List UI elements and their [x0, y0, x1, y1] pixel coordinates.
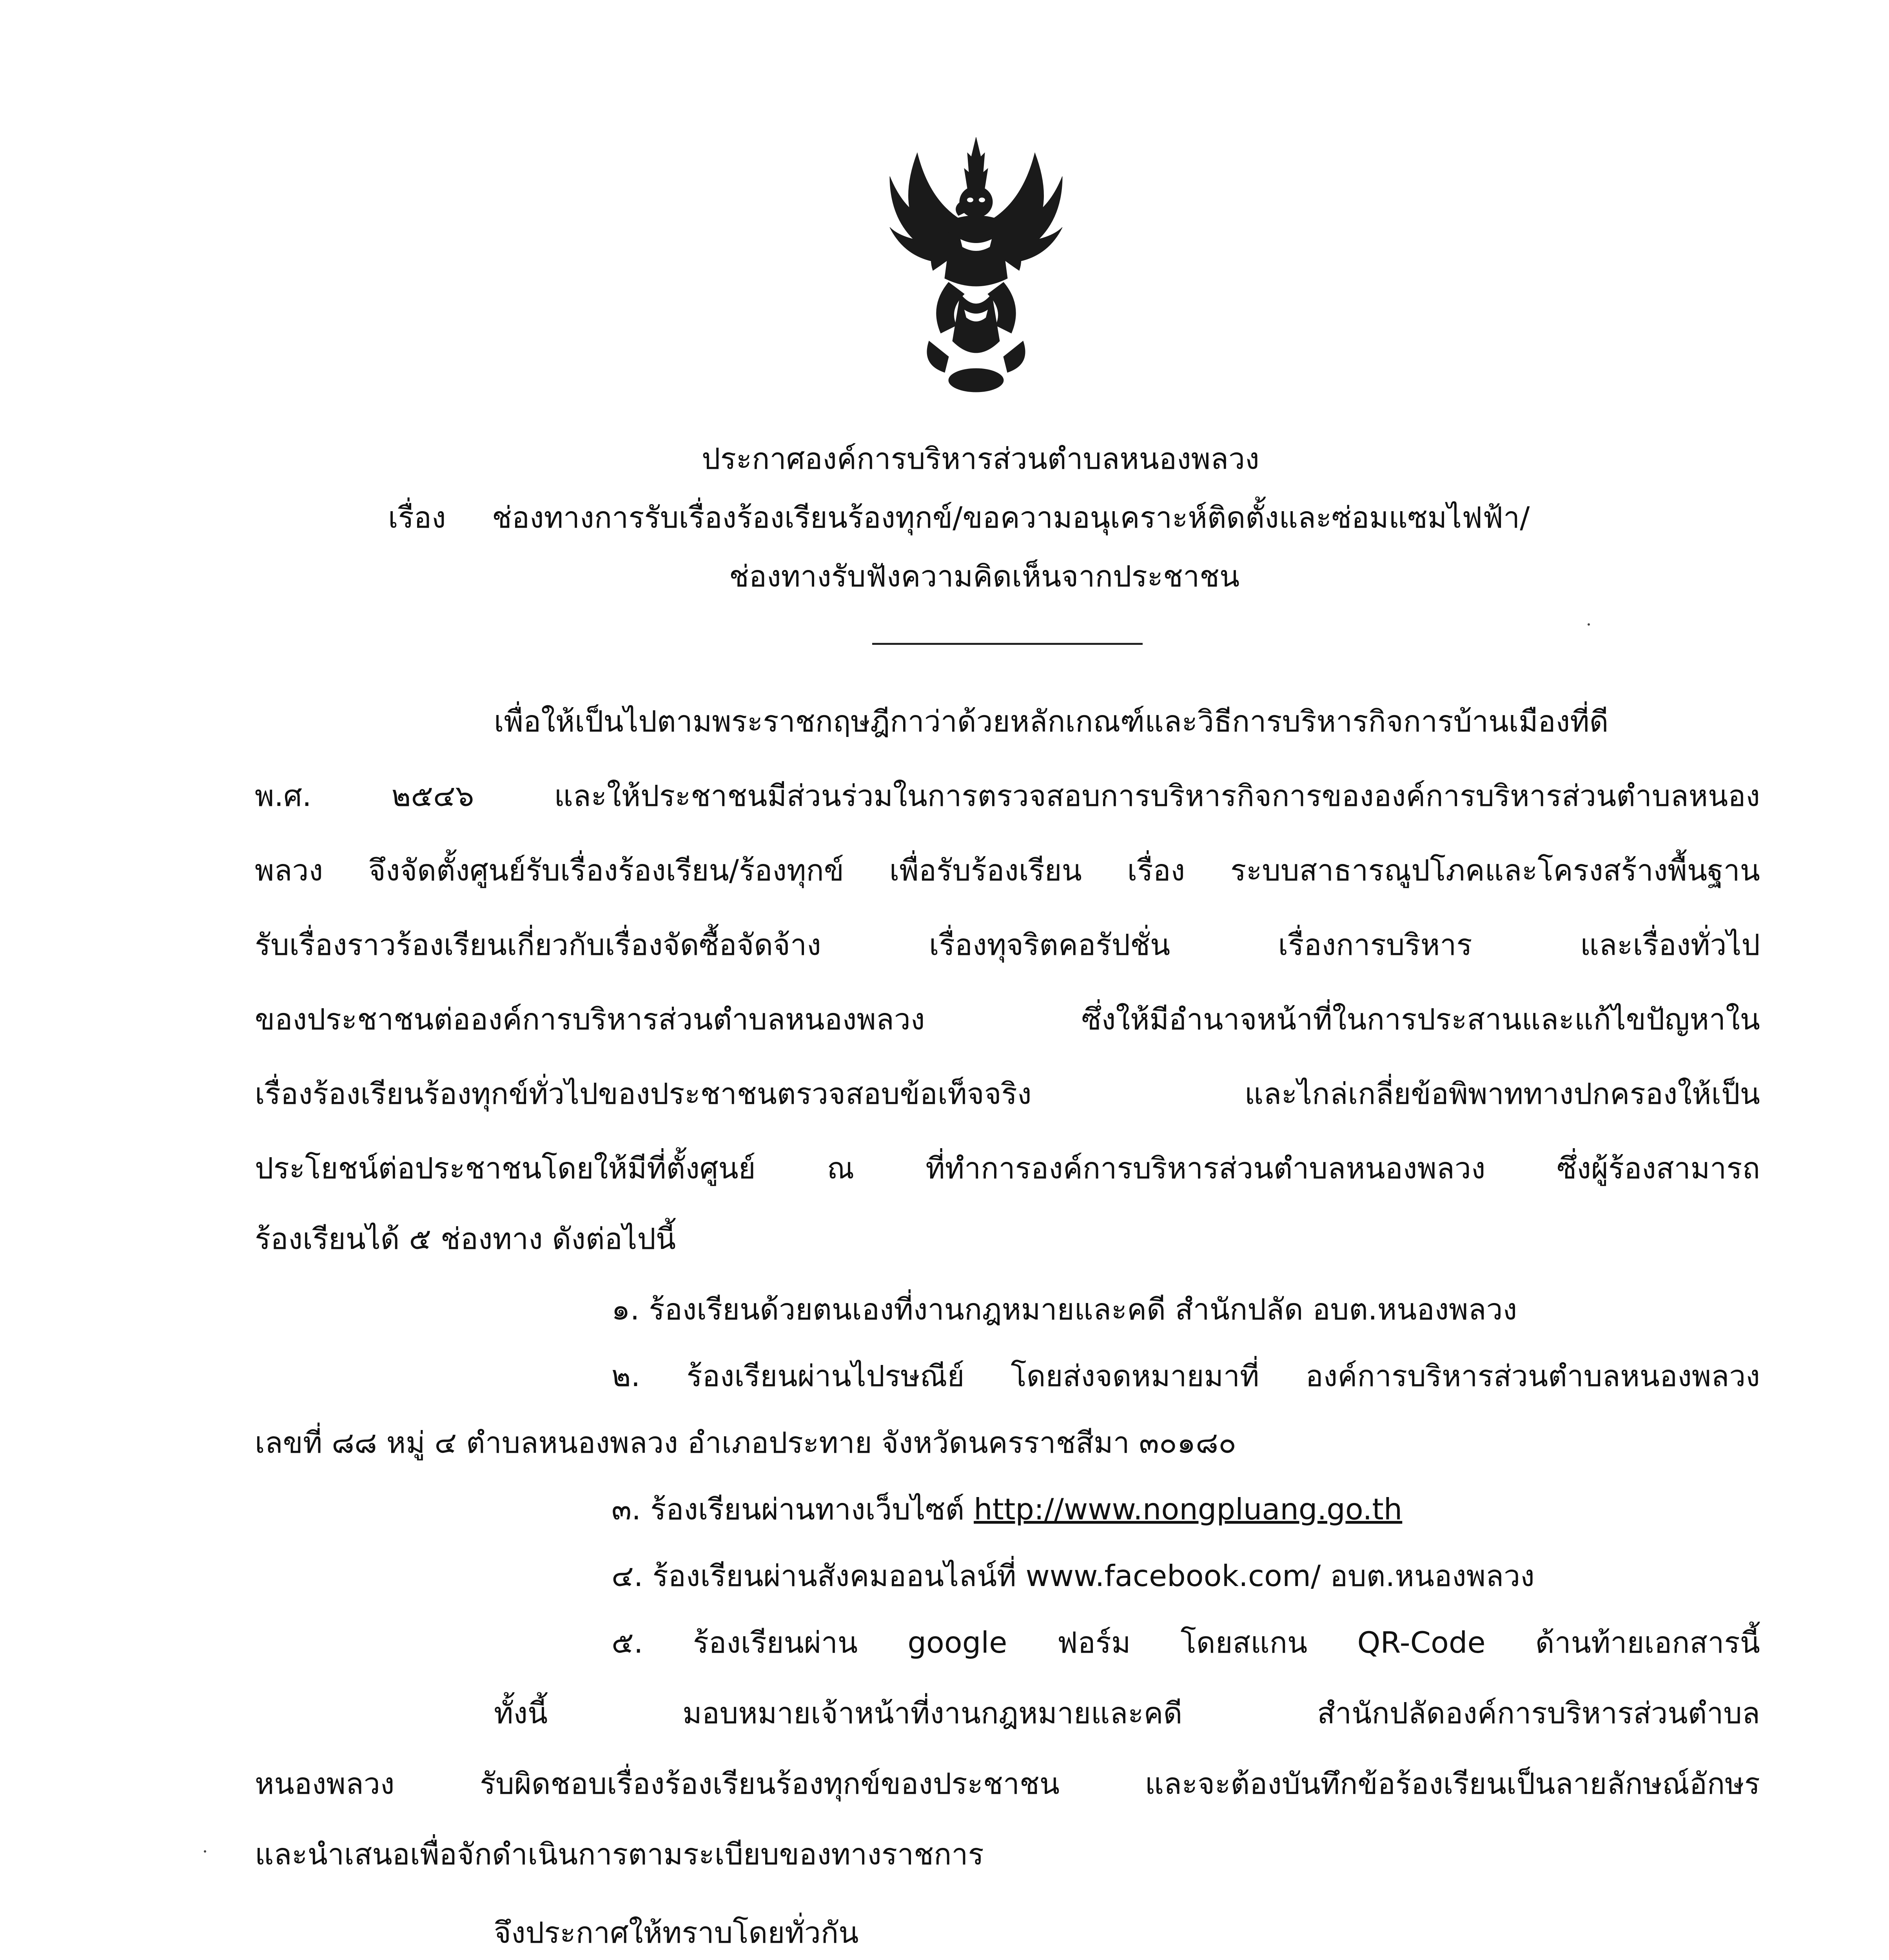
scan-speck [1588, 623, 1590, 626]
paragraph-1-line: ร้องเรียนได้ ๕ ช่องทาง ดังต่อไปนี้ [255, 1221, 676, 1256]
paragraph-1-line: ของประชาชนต่อองค์การบริหารส่วนตำบลหนองพลวง ซึ่งให้มีอำนาจหน้าที่ในการประสานและแก้ไขปัญหาใน [255, 1002, 1760, 1036]
website-link[interactable]: http://www.nongpluang.go.th [974, 1492, 1403, 1526]
announcement-header: ประกาศองค์การบริหารส่วนตำบลหนองพลวง [702, 441, 1259, 476]
paragraph-2-line: และนำเสนอเพื่อจักดำเนินการตามระเบียบของทางราชการ [255, 1837, 984, 1871]
paragraph-1-line: เพื่อให้เป็นไปตามพระราชกฤษฎีกาว่าด้วยหลักเกณฑ์และวิธีการบริหารกิจการบ้านเมืองที่ดี [494, 704, 1609, 739]
scan-speck [204, 1850, 206, 1853]
channel-item-5: ๕. ร้องเรียนผ่าน google ฟอร์ม โดยสแกน QR-Code ด้านท้ายเอกสารนี้ [612, 1625, 1760, 1660]
channel-item-3-label: ๓. ร้องเรียนผ่านทางเว็บไซต์ [612, 1492, 965, 1526]
channel-item-4: ๔. ร้องเรียนผ่านสังคมออนไลน์ที่ www.facebook.com/ อบต.หนองพลวง [612, 1559, 1535, 1593]
paragraph-1-line: รับเรื่องราวร้องเรียนเกี่ยวกับเรื่องจัดซื้อจัดจ้าง เรื่องทุจริตคอรัปชั่น เรื่องการบริหาร และเรื่องทั่วไป [255, 927, 1760, 962]
channel-item-3 [612, 1490, 1402, 1529]
paragraph-1-line: พลวง จึงจัดตั้งศูนย์รับเรื่องร้องเรียน/ร้องทุกข์ เพื่อรับร้องเรียน เรื่อง ระบบสาธารณูปโภคและโครงสร้างพื้นฐาน [255, 853, 1760, 887]
paragraph-1-line: ประโยชน์ต่อประชาชนโดยให้มีที่ตั้งศูนย์ ณ ที่ทำการองค์การบริหารส่วนตำบลหนองพลวง ซึ่งผู้ร้องสามารถ [255, 1151, 1760, 1185]
subject-line-1: ช่องทางการรับเรื่องร้องเรียนร้องทุกข์/ขอความอนุเคราะห์ติดตั้งและซ่อมแซมไฟฟ้า/ [492, 500, 1530, 535]
subject-line-2: ช่องทางรับฟังความคิดเห็นจากประชาชน [729, 559, 1240, 593]
closing-text: จึงประกาศให้ทราบโดยทั่วกัน [494, 1915, 859, 1950]
paragraph-2-line: หนองพลวง รับผิดชอบเรื่องร้องเรียนร้องทุกข์ของประชาชน และจะต้องบันทึกข้อร้องเรียนเป็นลายลักษณ์อักษร [255, 1766, 1760, 1801]
paragraph-1-line: พ.ศ. ๒๕๔๖ และให้ประชาชนมีส่วนร่วมในการตรวจสอบการบริหารกิจการขององค์การบริหารส่วนตำบลหนอง [255, 779, 1760, 813]
channel-item-2: ๒. ร้องเรียนผ่านไปรษณีย์ โดยส่งจดหมายมาที่ องค์การบริหารส่วนตำบลหนองพลวง [612, 1359, 1760, 1393]
paragraph-1-line: เรื่องร้องเรียนร้องทุกข์ทั่วไปของประชาชนตรวจสอบข้อเท็จจริง และไกล่เกลี่ยข้อพิพาททางปกครองให้เป็น [255, 1076, 1760, 1111]
subject-label: เรื่อง [388, 500, 446, 535]
channel-item-2-address: เลขที่ ๘๘ หมู่ ๔ ตำบลหนองพลวง อำเภอประทาย จังหวัดนครราชสีมา ๓๐๑๘๐ [255, 1425, 1236, 1460]
garuda-emblem-icon [882, 129, 1070, 404]
header-divider [872, 643, 1143, 645]
channel-item-1: ๑. ร้องเรียนด้วยตนเองที่งานกฎหมายและคดี สำนักปลัด อบต.หนองพลวง [612, 1292, 1517, 1327]
paragraph-2-line: ทั้งนี้ มอบหมายเจ้าหน้าที่งานกฎหมายและคดี สำนักปลัดองค์การบริหารส่วนตำบล [494, 1696, 1760, 1730]
